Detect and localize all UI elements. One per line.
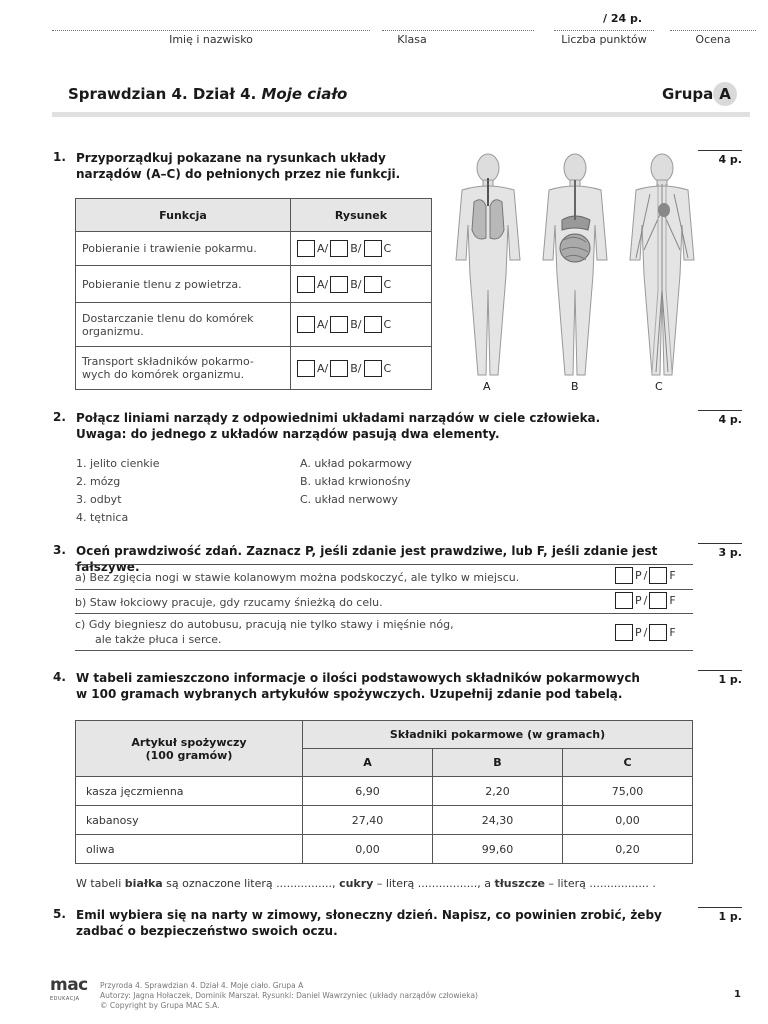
q2-text: Połącz liniami narządy z odpowiednimi układami narządów w ciele człowieka. Uwaga: do jednego z układów narządów pasują dwa elementy. [76, 411, 601, 441]
q3-number: 3. [53, 543, 66, 557]
figure-label-c: C [655, 380, 663, 393]
figure-b-digestive-icon [543, 154, 607, 375]
figure-c-circulatory-icon [630, 154, 694, 375]
checkbox-f[interactable] [649, 624, 667, 641]
q1-options: A/ B/ C [291, 232, 432, 266]
checkbox-p[interactable] [615, 592, 633, 609]
list-item: 1. jelito cienkie [76, 457, 160, 470]
footer-text: Przyroda 4. Sprawdzian 4. Dział 4. Moje ciało. Grupa A Autorzy: Jagna Hołaczek, Dominik Marszał. Rysunki: Daniel Wawrzyniec (układy narządów człowieka) © Copyright by Grupa MAC S.A. [100, 981, 478, 1010]
class-line[interactable] [382, 30, 534, 31]
q2-points: 4 p. [698, 410, 742, 426]
q4-table [75, 720, 693, 864]
q1-table [75, 198, 432, 390]
q4-points: 1 p. [698, 670, 742, 686]
q3-top-line [75, 564, 693, 565]
checkbox[interactable] [330, 240, 348, 257]
list-item: A. układ pokarmowy [300, 457, 412, 470]
q3-line [75, 613, 693, 614]
table-row: kabanosy 27,40 24,30 0,00 [76, 806, 693, 835]
title-prefix: Sprawdzian 4. Dział 4. [68, 85, 262, 103]
title-divider [52, 112, 750, 117]
q3-item-a: a) Bez zgięcia nogi w stawie kolanowym można podskoczyć, ale tylko w miejscu. [75, 571, 520, 584]
title-italic: Moje ciało [261, 85, 348, 103]
label-class: Klasa [397, 33, 427, 46]
figure-a-respiratory-icon [456, 154, 520, 375]
q1-points: 4 p. [698, 150, 742, 166]
publisher-logo: mac EDUKACJA [50, 975, 88, 1002]
q4-col-c: C [562, 749, 692, 777]
checkbox[interactable] [330, 316, 348, 333]
q5-points: 1 p. [698, 907, 742, 923]
q3-line [75, 589, 693, 590]
checkbox-f[interactable] [649, 567, 667, 584]
checkbox[interactable] [297, 276, 315, 293]
page-title [68, 85, 347, 103]
q3-item-c: c) Gdy biegniesz do autobusu, pracują nie tylko stawy i mięśnie nóg, ale także płuca i serce. [75, 618, 454, 646]
figure-label-b: B [571, 380, 579, 393]
q1-row-text: Pobieranie tlenu z powietrza. [76, 266, 291, 303]
checkbox[interactable] [364, 316, 382, 333]
table-row: kasza jęczmienna 6,90 2,20 75,00 [76, 777, 693, 806]
q1-options: A/ B/ C [291, 303, 432, 347]
label-points: Liczba punktów [561, 33, 647, 46]
label-name: Imię i nazwisko [169, 33, 253, 46]
q4-col-article: Artykuł spożywczy (100 gramów) [76, 721, 303, 777]
q1-options: A/ B/ C [291, 266, 432, 303]
q1-col-drawing: Rysunek [291, 199, 432, 232]
q4-col-nutrients: Składniki pokarmowe (w gramach) [303, 721, 693, 749]
group-label: Grupa [662, 85, 714, 103]
figure-label-a: A [483, 380, 491, 393]
checkbox-p[interactable] [615, 567, 633, 584]
checkbox[interactable] [364, 276, 382, 293]
q3-answer-b: P / F [615, 592, 678, 609]
q2-organs-list [76, 455, 160, 527]
q3-answer-c: P / F [615, 624, 678, 641]
q4-sentence: W tabeli białka są oznaczone literą ................, cukry – literą ................., a tłuszcze – literą ................. . [76, 877, 656, 890]
checkbox-p[interactable] [615, 624, 633, 641]
q1-col-function: Funkcja [76, 199, 291, 232]
q1-row-text: Pobieranie i trawienie pokarmu. [76, 232, 291, 266]
label-grade: Ocena [695, 33, 731, 46]
list-item: B. układ krwionośny [300, 475, 411, 488]
name-line[interactable] [52, 30, 370, 31]
q4-col-a: A [303, 749, 433, 777]
q4-col-b: B [432, 749, 562, 777]
q1-row-text: Dostarczanie tlenu do komórek organizmu. [76, 303, 291, 347]
q1-number: 1. [53, 150, 66, 164]
checkbox[interactable] [297, 240, 315, 257]
points-total: / 24 p. [603, 12, 643, 25]
checkbox[interactable] [297, 316, 315, 333]
q3-item-b: b) Staw łokciowy pracuje, gdy rzucamy śnieżką do celu. [75, 596, 383, 609]
q1-row-text: Transport składników pokarmo- wych do komórek organizmu. [76, 347, 291, 390]
q2-number: 2. [53, 410, 66, 424]
list-item: 4. tętnica [76, 511, 129, 524]
grade-line[interactable] [670, 30, 756, 31]
q3-answer-a: P / F [615, 567, 678, 584]
checkbox-f[interactable] [649, 592, 667, 609]
checkbox[interactable] [364, 240, 382, 257]
list-item: C. układ nerwowy [300, 493, 398, 506]
points-line[interactable] [554, 30, 654, 31]
checkbox[interactable] [297, 360, 315, 377]
list-item: 3. odbyt [76, 493, 122, 506]
q5-text: Emil wybiera się na narty w zimowy, słoneczny dzień. Napisz, co powinien zrobić, żeby zadbać o bezpieczeństwo swoich oczu. [76, 908, 662, 938]
q1-text: Przyporządkuj pokazane na rysunkach układy narządów (A–C) do pełnionych przez nie funkcji. [76, 151, 401, 181]
q3-points: 3 p. [698, 543, 742, 559]
page-number: 1 [734, 989, 741, 1000]
group-badge: A [713, 82, 737, 106]
table-row: oliwa 0,00 99,60 0,20 [76, 835, 693, 864]
checkbox[interactable] [330, 360, 348, 377]
checkbox[interactable] [364, 360, 382, 377]
q2-systems-list [300, 455, 412, 509]
q3-bottom-line [75, 650, 693, 651]
q3-text: Oceń prawdziwość zdań. Zaznacz P, jeśli zdanie jest prawdziwe, lub F, jeśli zdanie jest fałszywe. [76, 544, 658, 574]
list-item: 2. mózg [76, 475, 121, 488]
q4-text: W tabeli zamieszczono informacje o ilości podstawowych składników pokarmowych w 100 gramach wybranych artykułów spożywczych. Uzupełnij zdanie pod tabelą. [76, 671, 640, 701]
q4-number: 4. [53, 670, 66, 684]
q1-options: A/ B/ C [291, 347, 432, 390]
checkbox[interactable] [330, 276, 348, 293]
body-figures [440, 150, 710, 380]
q5-number: 5. [53, 907, 66, 921]
